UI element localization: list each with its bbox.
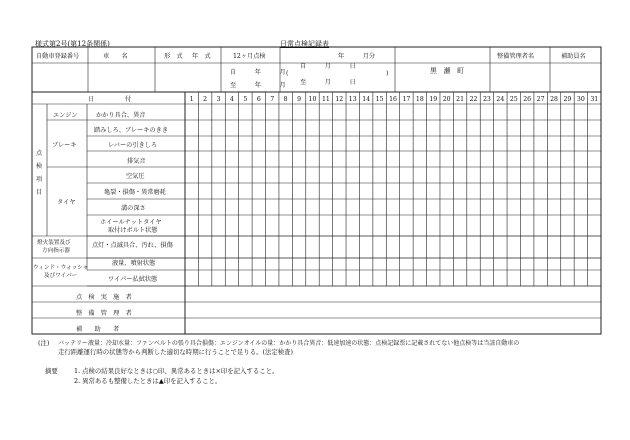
engine-label: エンジン [53, 112, 78, 119]
day-29: 29 [563, 96, 572, 103]
period-year-month: 年 月分 [338, 53, 376, 60]
footer-row-inspector: 点 検 実 施 者 [76, 294, 132, 301]
day-19: 19 [429, 96, 438, 103]
twelve-to: 至 年 月 [230, 82, 286, 89]
model-label: 形 式 [164, 53, 183, 60]
office-name: 黒 瀬 町 [430, 67, 464, 75]
tire-item-3: 溝の深さ [121, 205, 146, 212]
day-10: 10 [308, 96, 317, 103]
day-27: 27 [536, 96, 545, 103]
day-17: 17 [402, 96, 411, 103]
day-18: 18 [415, 96, 424, 103]
washer-item-2: ワイパー払拭状態 [108, 276, 158, 283]
day-15: 15 [375, 96, 384, 103]
day-14: 14 [362, 96, 371, 103]
day-24: 24 [496, 96, 505, 103]
car-name-label: 車 名 [103, 53, 128, 60]
day-4: 4 [229, 96, 234, 103]
day-9: 9 [297, 96, 302, 103]
lamps-label-2: 方向指示器 [42, 248, 70, 254]
twelve-month-label: 12ヶ月点検 [233, 53, 266, 60]
washer-item-1: 液量、噴射状態 [112, 260, 156, 267]
lamps-label-1: 燈火装置及び [37, 240, 71, 246]
note-line-1: バッテリー液量：冷却水量：ファンベルトの張り具合損傷：エンジンオイルの量：かかり具合異音：低速加速の状態：点検記録票に記載されてない他点検等は当該自動車の [58, 340, 520, 347]
remark-2: 2. 異常あるも整備したときは▲印を記入すること。 [74, 377, 222, 385]
day-13: 13 [348, 96, 357, 103]
group-label-3: 項 [36, 176, 43, 183]
washer-label-1: ウィンド・ウォッシャ [33, 265, 89, 271]
footer-row-manager: 整 備 管 理 者 [76, 310, 132, 317]
footer-row-assistant: 補 助 者 [76, 326, 120, 333]
period-from: 自 月 日 [300, 63, 356, 70]
note-head: (注) [38, 339, 50, 347]
remarks-label: 摘要 [45, 367, 58, 375]
day-22: 22 [469, 96, 478, 103]
engine-item-1: かかり具合、異音 [96, 112, 146, 119]
day-26: 26 [523, 96, 532, 103]
day-8: 8 [283, 96, 288, 103]
day-31: 31 [590, 96, 599, 103]
remark-1: 1. 点検の結果良好なときは○印、異常あるときは×印を記入すること。 [74, 367, 279, 375]
washer-label-2: 及びワイパー [44, 273, 78, 279]
brake-item-3: 排気音 [127, 158, 146, 165]
manager-label: 整備管理者名 [497, 53, 535, 60]
day-2: 2 [203, 96, 208, 103]
day-30: 30 [576, 96, 585, 103]
day-5: 5 [243, 96, 248, 103]
tire-item-4b: 取付けボルト状態 [108, 227, 158, 234]
brake-item-1: 踏みしろ、ブレーキのきき [94, 127, 169, 134]
brake-item-2: レバーの引きしろ [108, 142, 158, 149]
page-title: 日常点検記録表 [280, 40, 329, 48]
day-28: 28 [550, 96, 558, 103]
tire-item-4a: ホイールナットタイヤ [100, 219, 162, 226]
group-label-4: 目 [36, 189, 43, 196]
day-6: 6 [256, 96, 261, 103]
group-label-1: 点 [36, 150, 43, 157]
tire-label: タイヤ [57, 199, 76, 206]
note-line-2: 走行距離運行時の状態等から判断した適切な時期に行うことで足りる。(法定検査) [58, 348, 294, 356]
day-25: 25 [509, 96, 518, 103]
day-20: 20 [442, 96, 451, 103]
day-3: 3 [216, 96, 221, 103]
period-paren-close: ) [386, 70, 389, 77]
day-21: 21 [456, 96, 465, 103]
date-label: 日 付 [88, 96, 132, 103]
assistant-label: 補助員名 [561, 53, 586, 60]
tire-item-2: 亀裂・損傷・異常磨耗 [104, 189, 166, 196]
tire-item-1: 空気圧 [126, 173, 145, 180]
day-12: 12 [335, 96, 344, 103]
day-columns [190, 92, 599, 286]
day-11: 11 [321, 96, 330, 103]
day-1: 1 [189, 96, 194, 103]
group-label-2: 検 [36, 163, 43, 170]
lamps-item-1: 点灯・点滅具合、汚れ、損傷 [92, 242, 173, 249]
day-23: 23 [482, 96, 491, 103]
period-paren-open: ( [286, 70, 289, 77]
year-label: 年 式 [192, 53, 211, 60]
brake-label: ブレーキ [52, 142, 77, 149]
form-number: 様式第2号(第12条関係) [35, 40, 110, 48]
twelve-from: 自 年 月 [230, 69, 286, 76]
reg-no-label: 自動車登録番号 [36, 53, 80, 60]
day-16: 16 [389, 96, 397, 103]
day-7: 7 [270, 96, 275, 103]
period-to: 至 月 日 [300, 79, 356, 86]
